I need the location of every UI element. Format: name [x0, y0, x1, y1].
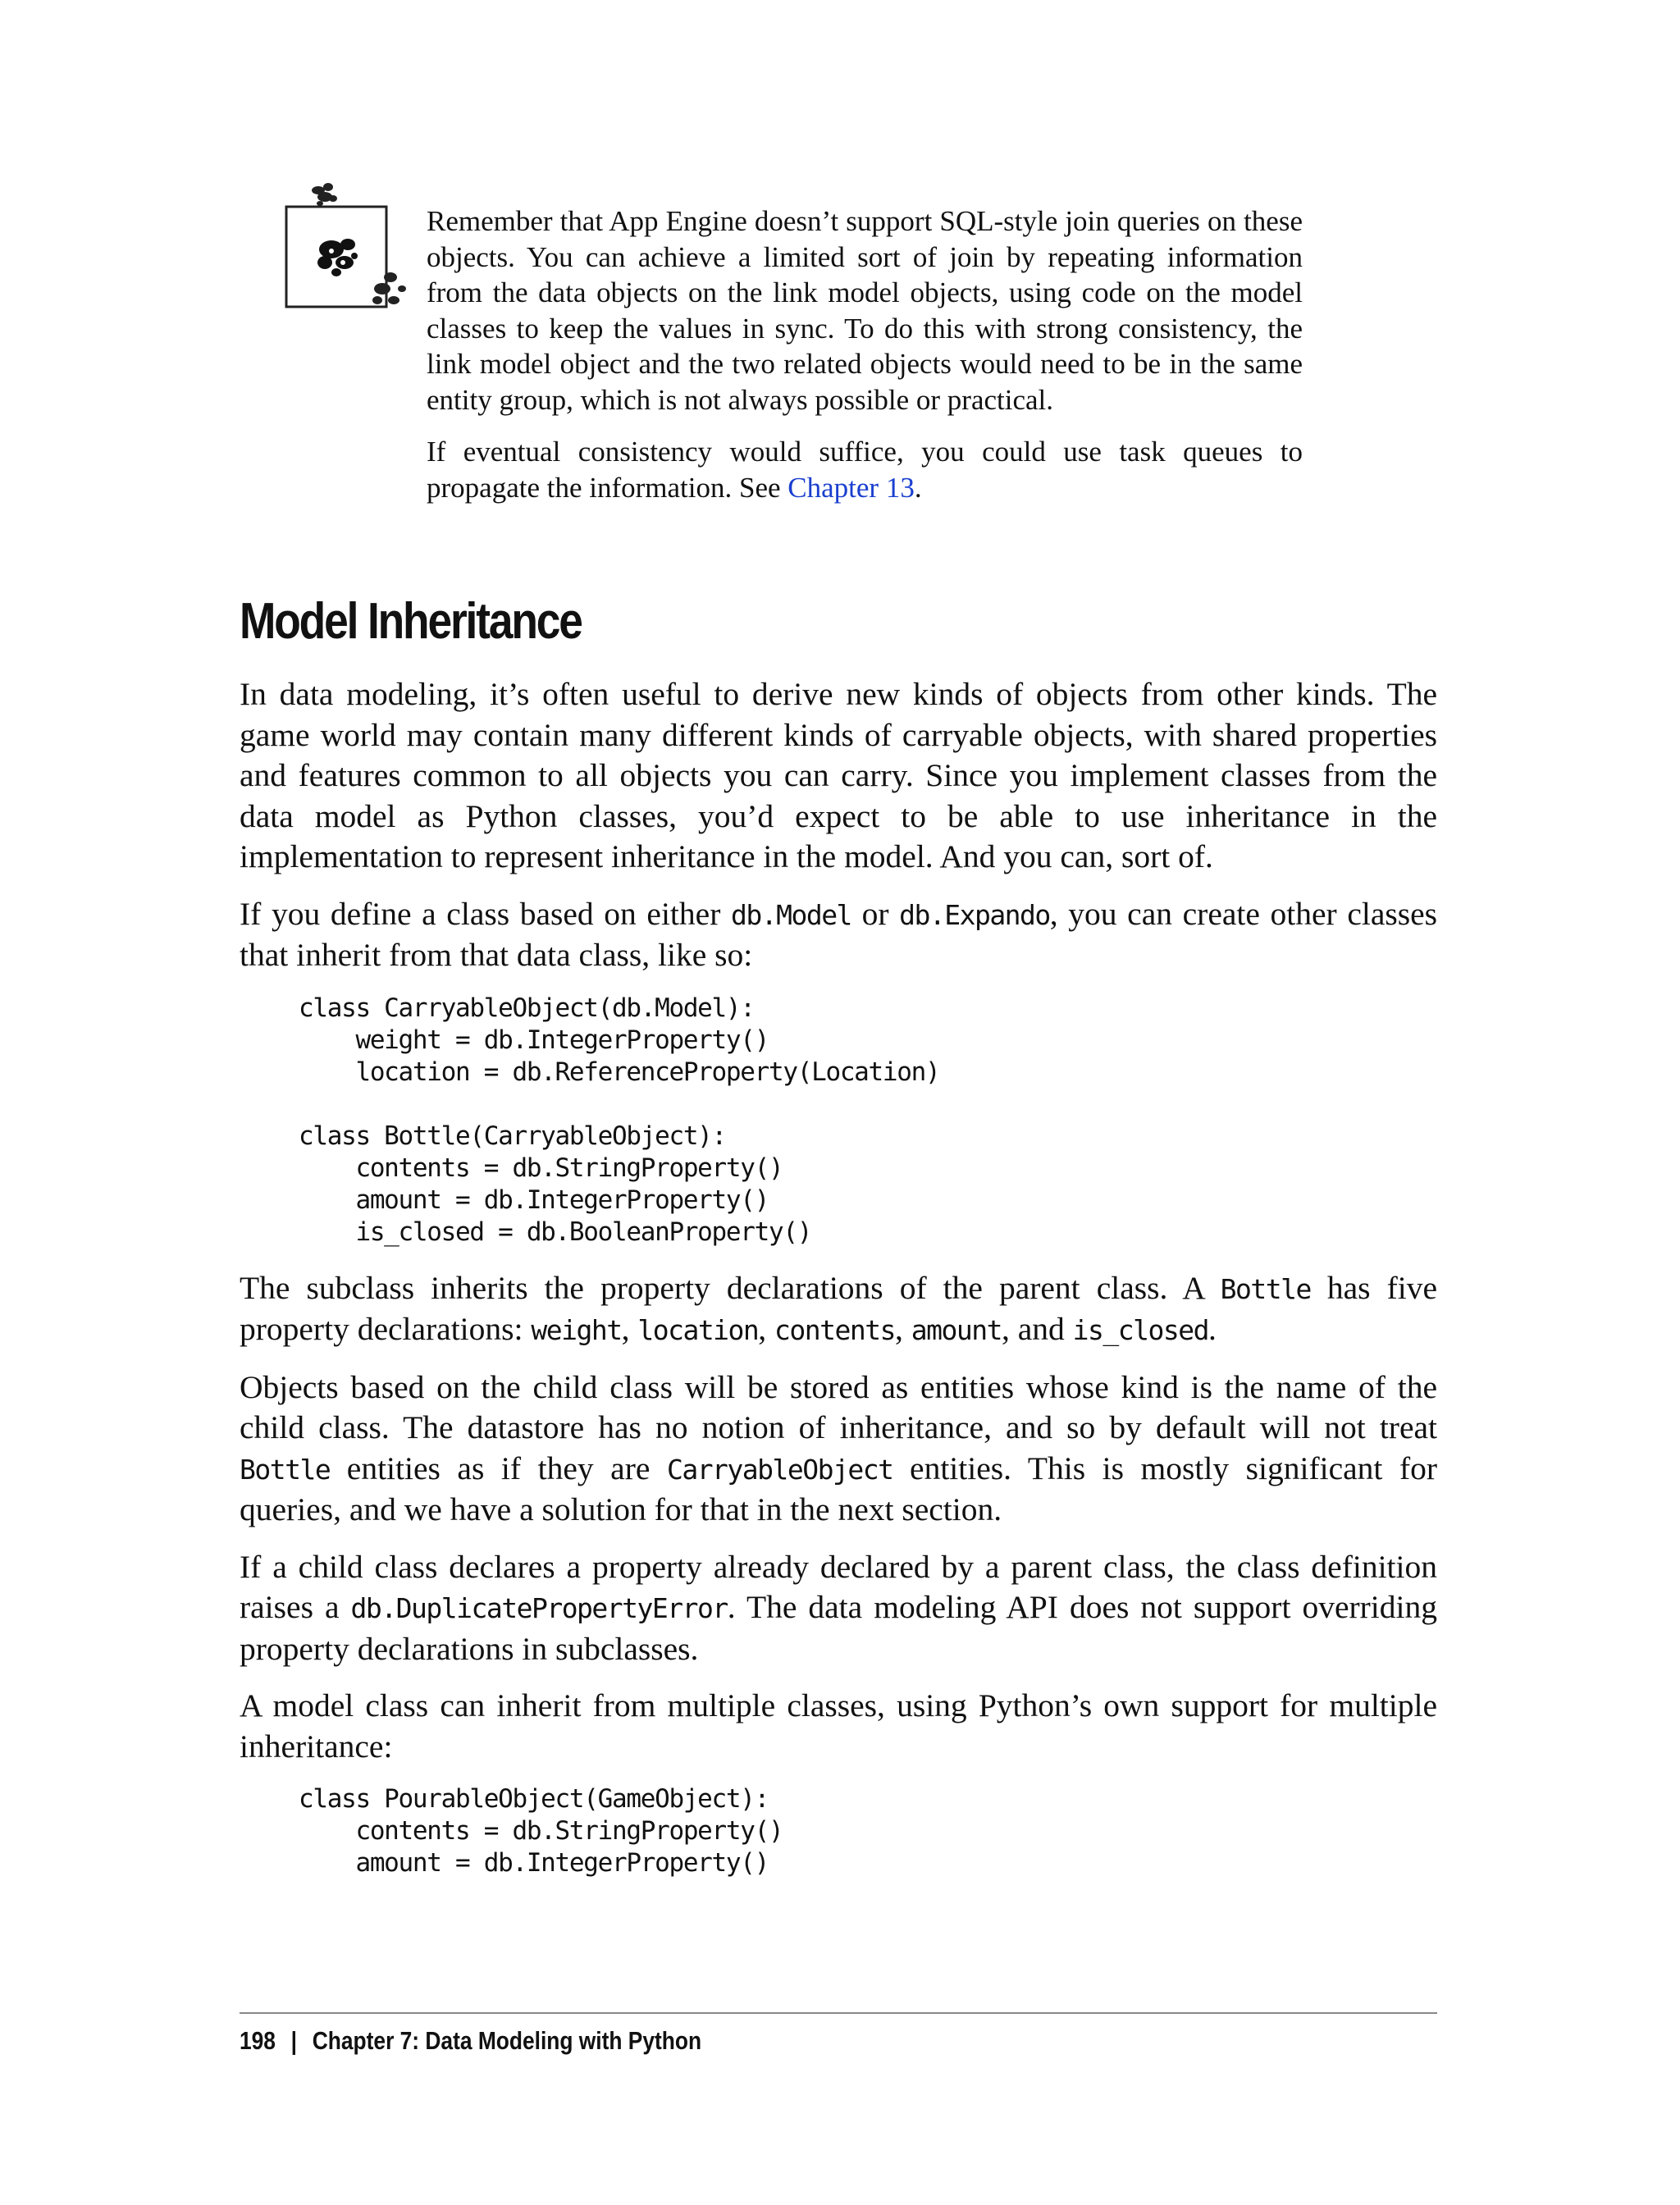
paragraph-4: [240, 1367, 1437, 1531]
section-title: Model Inheritance: [240, 593, 582, 650]
tip-paragraph-2: [427, 434, 1303, 505]
p4-text-a: Objects based on the child class will be stored as entities whose kind is the name of the child class. The datastore has no notion of inheritance, and so by default will not treat: [240, 1368, 1437, 1445]
code-contents: contents: [774, 1314, 895, 1346]
tip-animal-icon: [284, 180, 431, 328]
paragraph-3: [240, 1268, 1437, 1351]
p5-text-a: If a child class declares a property already declared by a parent class, the class definition raises a: [240, 1548, 1437, 1625]
p5-text-b: . The data modeling API does not support overriding property declarations in subclasses.: [240, 1589, 1437, 1667]
p3-sep-1: ,: [621, 1311, 638, 1347]
code-bottle-2: Bottle: [240, 1453, 331, 1486]
tip-paragraph-2-text: If eventual consistency would suffice, you could use task queues to propagate the information. See: [427, 436, 1303, 504]
page-footer: [240, 2026, 701, 2056]
code-weight: weight: [531, 1314, 622, 1346]
code-bottle: Bottle: [1220, 1272, 1311, 1305]
paragraph-1: In data modeling, it’s often useful to derive new kinds of objects from other kinds. The game world may contain many different kinds of carryable objects, with shared properties and features common to all objects you can carry. Since you implement classes from the data model as Python classes, you’d expect to be able to use inheritance in the implementation to represent inheritance in the model. And you can, sort of.: [240, 676, 1437, 874]
p2-text-c: , you can create other classes that inherit from that data class, like so:: [240, 895, 1437, 973]
code-carryableobject: CarryableObject: [666, 1453, 893, 1486]
p3-sep-2: ,: [758, 1311, 775, 1347]
p3-sep-4: , and: [1001, 1311, 1073, 1347]
tip-text: [427, 203, 1303, 522]
page-number: 198: [240, 2026, 276, 2055]
tip-paragraph-2-end: .: [914, 471, 922, 504]
body-text: [240, 674, 1437, 1899]
code-db-expando: db.Expando: [899, 898, 1050, 931]
code-is-closed: is_closed: [1072, 1314, 1208, 1346]
code-location: location: [637, 1314, 759, 1346]
paragraph-6: A model class can inherit from multiple classes, using Python’s own support for multiple inheritance:: [240, 1687, 1437, 1764]
chapter-title: Chapter 7: Data Modeling with Python: [312, 2026, 702, 2055]
p4-text-c: entities. This is mostly significant for queries, and we have a solution for that in the next section.: [240, 1449, 1438, 1527]
tip-paragraph-1: Remember that App Engine doesn’t support SQL-style join queries on these objects. You can achieve a limited sort of join by repeating information from the data objects on the link model objects, using code on the model classes to keep the values in sync. To do this with strong consistency, the link model object and the two related objects would need to be in the same entity group, which is not always possible or practical.: [427, 205, 1303, 416]
code-amount: amount: [911, 1314, 1002, 1346]
code-block-bottle: class CarryableObject(db.Model): weight = db.IntegerProperty() location = db.ReferenceProperty(Location) class Bottle(CarryableObject): contents = db.StringProperty() amount = db.IntegerProperty() is_closed = db.BooleanProperty(): [299, 993, 940, 1247]
p2-text-a: If you define a class based on either: [240, 895, 731, 932]
p3-end: .: [1208, 1311, 1217, 1347]
code-db-model: db.Model: [730, 898, 851, 931]
p2-text-b: or: [851, 895, 900, 932]
p4-text-b: entities as if they are: [330, 1449, 667, 1486]
paragraph-2: [240, 894, 1437, 976]
p3-text-a: The subclass inherits the property declarations of the parent class. A: [240, 1269, 1221, 1306]
code-duplicate-property-error: db.DuplicatePropertyError: [350, 1592, 728, 1624]
footer-separator: |: [290, 2026, 298, 2055]
chapter-13-link[interactable]: Chapter 13: [788, 471, 915, 504]
p3-sep-3: ,: [895, 1311, 911, 1347]
paragraph-5: [240, 1547, 1437, 1670]
p3-text-b: has five property declarations:: [240, 1269, 1437, 1347]
code-block-pourable: class PourableObject(GameObject): contents = db.StringProperty() amount = db.IntegerProperty(): [299, 1784, 783, 1878]
footer-rule: [240, 2012, 1437, 2014]
